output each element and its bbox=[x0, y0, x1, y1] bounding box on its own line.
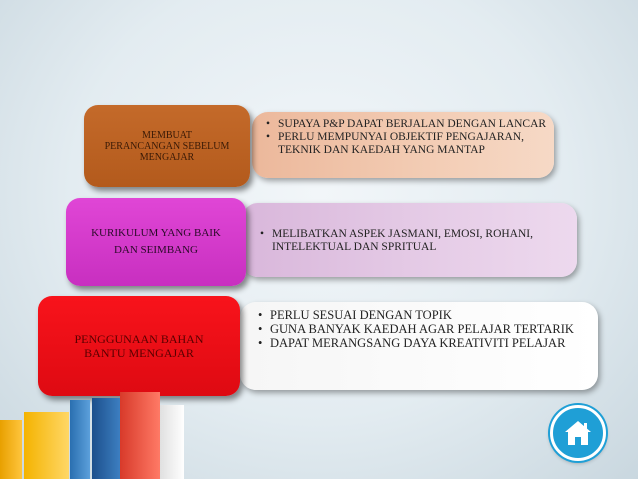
row-2-label-line: KURIKULUM YANG BAIK bbox=[91, 227, 221, 239]
row-3-detail-box bbox=[240, 302, 598, 390]
row-3-bullet: • DAPAT MERANGSANG DAYA KREATIVITI PELAJAR bbox=[270, 336, 598, 350]
row-1-label-line: MEMBUAT bbox=[141, 129, 192, 141]
row-1-detail-box bbox=[252, 112, 554, 178]
decorative-block bbox=[70, 400, 90, 479]
row-3-bullet: • PERLU SESUAI DENGAN TOPIK bbox=[270, 308, 598, 322]
row-1-bullet: • SUPAYA P&P DAPAT BERJALAN DENGAN LANCAR bbox=[278, 118, 554, 131]
row-1-bullet-list bbox=[252, 112, 554, 157]
row-1-label-box bbox=[84, 105, 250, 187]
row-2-bullet-list bbox=[242, 203, 577, 254]
row-3-label-line: PENGGUNAAN BAHAN bbox=[74, 332, 204, 346]
home-button[interactable] bbox=[550, 405, 606, 461]
row-3-label-box bbox=[38, 296, 240, 396]
decorative-block bbox=[92, 398, 122, 479]
row-3-bullet: • GUNA BANYAK KAEDAH AGAR PELAJAR TERTARIK bbox=[270, 322, 598, 336]
row-1-label-line: MENGAJAR bbox=[139, 151, 195, 163]
decorative-block bbox=[24, 412, 69, 479]
row-2-label-line: DAN SEIMBANG bbox=[113, 244, 198, 256]
row-2-label-box bbox=[66, 198, 246, 286]
row-2-detail-box bbox=[242, 203, 577, 277]
row-1-label-line: PERANCANGAN SEBELUM bbox=[104, 140, 230, 152]
row-2-bullet: • MELIBATKAN ASPEK JASMANI, EMOSI, ROHANI, INTELEKTUAL DAN SPRITUAL bbox=[272, 228, 577, 254]
decorative-block bbox=[160, 405, 184, 479]
row-3-bullet-list bbox=[240, 302, 598, 350]
row-3-label-line: BANTU MENGAJAR bbox=[84, 346, 194, 360]
decorative-block bbox=[120, 392, 160, 479]
home-icon bbox=[563, 418, 593, 448]
row-1-bullet: • PERLU MEMPUNYAI OBJEKTIF PENGAJARAN, TEKNIK DAN KAEDAH YANG MANTAP bbox=[278, 131, 554, 157]
decorative-block bbox=[0, 420, 22, 479]
